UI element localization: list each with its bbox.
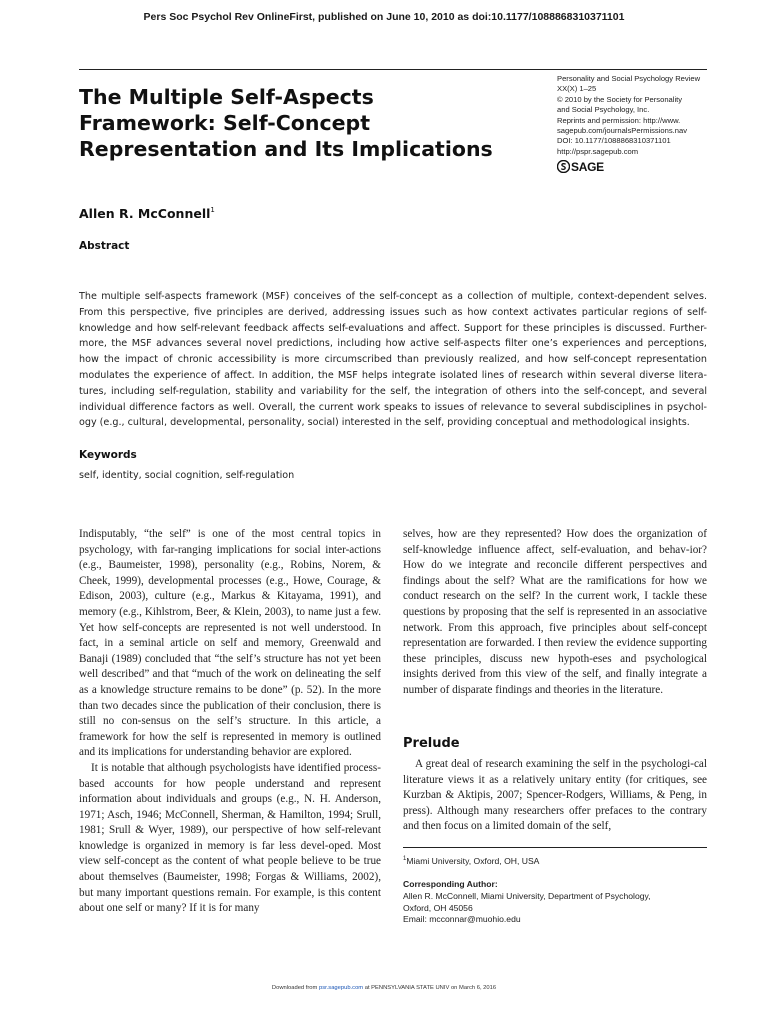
journal-info-line[interactable]: http://pspr.sagepub.com [557,146,639,156]
corresponding-author-heading: Corresponding Author: [403,879,498,890]
corresponding-author-email[interactable]: Email: mcconnar@muohio.edu [403,914,521,925]
download-link[interactable]: psr.sagepub.com [318,985,364,991]
download-prefix: Downloaded from [271,985,319,991]
sage-logo [557,160,717,173]
author-name-text: Allen R. McConnell [79,206,211,221]
journal-info [557,74,717,173]
journal-info-line: XX(X) 1–25 [557,84,597,94]
footnote-rule [403,847,707,848]
download-notice [0,985,768,991]
body-paragraph: A great deal of research examining the self in the psychologi-cal literature views it as a relatively unitary entity (for critiques, see Kurzban & Aktipis, 2007; Spencer-Rodgers, Williams, & Peng, in press). Although many researchers offer prefaces to the contrary and then focus on a limited domain of the self, [403,758,707,833]
affiliation-text: Miami University, Oxford, OH, USA [406,855,540,866]
author-affiliation-mark: 1 [210,205,215,214]
corresponding-author-line: Allen R. McConnell, Miami University, Department of Psychology, [403,891,651,902]
body-paragraph: Indisputably, “the self” is one of the most central topics in psychology, with far-ranging implications for social inter-actions (e.g., Baumeister, 1998), personality (e.g., Robins, Norem, & Cheek, 1999), developmental processes (e.g., Howe, Courage, & Edison, 2003), culture (e.g., Markus & Kitayama, 1991), and memory (e.g., Kihlstrom, Beer, & Klein, 2003), to name just a few. Yet how self-concepts are represented is not well understood. In fact, in a seminal article on self and memory, Greenwald and Banaji (1989) concluded that “the self’s structure has not yet been well described” and that “much of the work on delineating the self as a knowledge structure remains to be done” (p. 52). In the more than two decades since the publication of their conclusion, there is still no con-sensus on the self’s structure. In this article, a framework for how the self is represented in memory is outlined and its implications for understanding behavior are explored. [79,528,381,759]
corresponding-author-line: Oxford, OH 45056 [403,902,473,913]
section-heading-prelude: Prelude [403,736,460,751]
author-name [79,206,215,221]
journal-info-line: © 2010 by the Society for Personality [557,94,683,104]
abstract-text: The multiple self-aspects framework (MSF) conceives of the self-concept as a collection of multiple, context-dependent selves. From this perspective, five principles are derived, addressing issues such as how context activates particular regions of self-knowledge and how self-relevant feedback affects self-evaluations and affect. Support for these principles is discussed. Further-more, the MSF advances several novel predictions, including how active self-aspects filter one’s experiences and perceptions, how the impact of chronic accessibility is more circumscribed than previously realized, and how self-concept representation modulates the experience of affect. In addition, the MSF helps integrate isolated lines of research within several diverse litera-tures, including self-regulation, stability and variability for the self, the integration of others into the self-concept, and several individual difference factors as well. Overall, the current work speaks to issues of relevance to several subdisciplines in psychol-ogy (e.g., cultural, developmental, personality, social) interested in the self, providing conceptual and methodological insights. [79,291,707,429]
keywords-heading: Keywords [79,449,137,461]
journal-info-line[interactable]: Reprints and permission: http://www. [557,115,681,125]
body-column-left [79,527,381,917]
journal-info-line[interactable]: DOI: 10.1177/1088868310371101 [557,136,671,146]
header-rule [79,69,707,70]
journal-info-line[interactable]: sagepub.com/journalsPermissions.nav [557,126,688,136]
download-suffix: at PENNSYLVANIA STATE UNIV on March 6, 2016 [363,985,497,991]
journal-info-line: and Social Psychology, Inc. [557,105,650,115]
keywords-text: self, identity, social cognition, self-regulation [79,470,295,481]
article-title: The Multiple Self-Aspects Framework: Self-Concept Representation and Its Implications [79,85,493,161]
body-column-right-prelude [403,757,707,835]
body-paragraph: It is notable that although psychologists have identified process-based accounts for how people understand and represent information about individuals and groups (e.g., N. H. Anderson, 1971; Asch, 1946; McConnell, Sherman, & Hamilton, 1994; Srull, 1981; Srull & Wyer, 1989), our perspective of how self-relevant knowledge is organized in memory is far less devel-oped. Most view self-concept as the content of what people believe to be true about themselves (Baumeister, 1998; Forgas & Williams, 2002), but many important questions remain. For example, is this content about one self or many? If it is for many [79,761,381,915]
journal-banner: Pers Soc Psychol Rev OnlineFirst, published on June 10, 2010 as doi:10.1177/1088868310371101 [143,11,625,23]
abstract-heading: Abstract [79,240,130,252]
affiliation-mark: 1 [403,856,407,862]
sage-logo-icon [557,160,570,173]
affiliation-footnote [403,854,713,867]
journal-info-line: Personality and Social Psychology Review [557,74,701,83]
sage-logo-text: SAGE [571,159,604,174]
body-paragraph: selves, how are they represented? How does the organization of self-knowledge influence affect, self-evaluation, and behav-ior? How do we integrate and reconcile different perspectives and findings about the self? What are the ramifications for how we conduct research on the self? In the current work, I tackle these questions by proposing that the self is represented in an associative network. From this approach, five principles about self-concept representation are forwarded. I then review the evidence supporting these principles, discuss new hypoth-eses and psychological insights derived from this view of the self, and finally integrate a number of disparate findings and theories in the literature. [403,528,707,696]
body-column-right [403,527,707,699]
footnotes [403,854,713,926]
